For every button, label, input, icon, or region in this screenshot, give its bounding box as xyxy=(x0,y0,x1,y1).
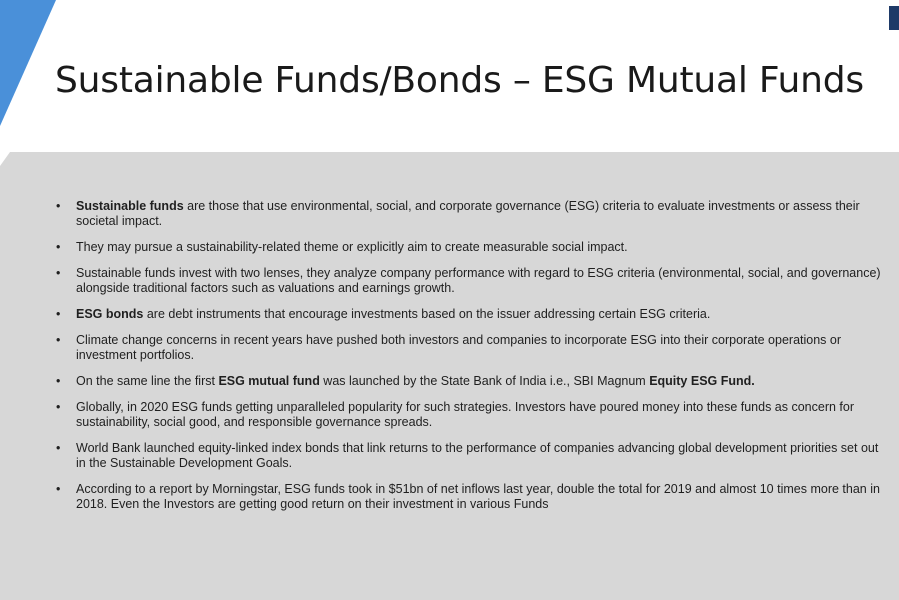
bullet-icon: • xyxy=(56,374,61,388)
bullet-body: They may pursue a sustainability-related theme or explicitly aim to create measurable social impact. xyxy=(76,240,628,254)
bullet-item xyxy=(56,482,886,512)
bullet-bold-term: ESG bonds xyxy=(76,307,144,321)
bullet-text xyxy=(76,333,841,362)
bullet-bold-term: Equity ESG Fund. xyxy=(649,374,755,388)
panel-notch-shape xyxy=(0,152,10,166)
bullet-text xyxy=(76,266,881,295)
bullet-bold-term: Sustainable funds xyxy=(76,199,184,213)
bullet-item xyxy=(56,374,886,389)
slide-title: Sustainable Funds/Bonds – ESG Mutual Funds xyxy=(55,60,864,101)
bullet-item xyxy=(56,441,886,471)
bullet-lead: On the same line the first xyxy=(76,374,219,388)
bullet-icon: • xyxy=(56,266,61,280)
corner-accent-shape xyxy=(0,0,60,130)
bullet-text xyxy=(76,400,854,429)
bullet-text xyxy=(76,307,710,321)
bullet-icon: • xyxy=(56,240,61,254)
bullet-item xyxy=(56,266,886,296)
bullet-body: Sustainable funds invest with two lenses, they analyze company performance with regard to ESG criteria (environmental, social, and governance) alongside traditional factors such as valuations and earnings growth. xyxy=(76,266,881,295)
bullet-icon: • xyxy=(56,482,61,496)
bullet-body: Globally, in 2020 ESG funds getting unparalleled popularity for such strategies. Investors have poured money into these funds as concern for sustainability, social good, and responsible governance spreads. xyxy=(76,400,855,429)
panel-notch-polygon xyxy=(0,152,10,166)
bullet-icon: • xyxy=(56,199,61,213)
bullet-item xyxy=(56,199,886,229)
bullet-icon: • xyxy=(56,441,61,455)
bullet-body: are those that use environmental, social, and corporate governance (ESG) criteria to evaluate investments or assess their societal impact. xyxy=(76,199,860,228)
bullet-body: World Bank launched equity-linked index bonds that link returns to the performance of companies advancing global development priorities set out in the Sustainable Development Goals. xyxy=(76,441,879,470)
bullet-text xyxy=(76,240,628,254)
bullet-item xyxy=(56,400,886,430)
bullet-text xyxy=(76,441,878,470)
bullet-text xyxy=(76,374,755,388)
bullet-item xyxy=(56,333,886,363)
bullet-icon: • xyxy=(56,400,61,414)
bullet-text xyxy=(76,482,880,511)
corner-accent-polygon xyxy=(0,0,56,126)
bullet-item xyxy=(56,307,886,322)
bullet-body: Climate change concerns in recent years have pushed both investors and companies to incorporate ESG into their corporate operations or investment portfolios. xyxy=(76,333,842,362)
bullet-body: are debt instruments that encourage investments based on the issuer addressing certain ESG criteria. xyxy=(143,307,711,321)
bullet-icon: • xyxy=(56,307,61,321)
bullet-bold-term: ESG mutual fund xyxy=(218,374,320,388)
bullet-text xyxy=(76,199,860,228)
bullet-body: According to a report by Morningstar, ESG funds took in $51bn of net inflows last year, double the total for 2019 and almost 10 times more than in 2018. Even the Investors are getting good return on their investment in various Funds xyxy=(76,482,880,511)
bullet-body: was launched by the State Bank of India i.e., SBI Magnum xyxy=(319,374,650,388)
bullet-icon: • xyxy=(56,333,61,347)
bullet-item xyxy=(56,240,886,255)
bullet-list xyxy=(56,199,886,523)
logo-mark xyxy=(889,6,899,30)
